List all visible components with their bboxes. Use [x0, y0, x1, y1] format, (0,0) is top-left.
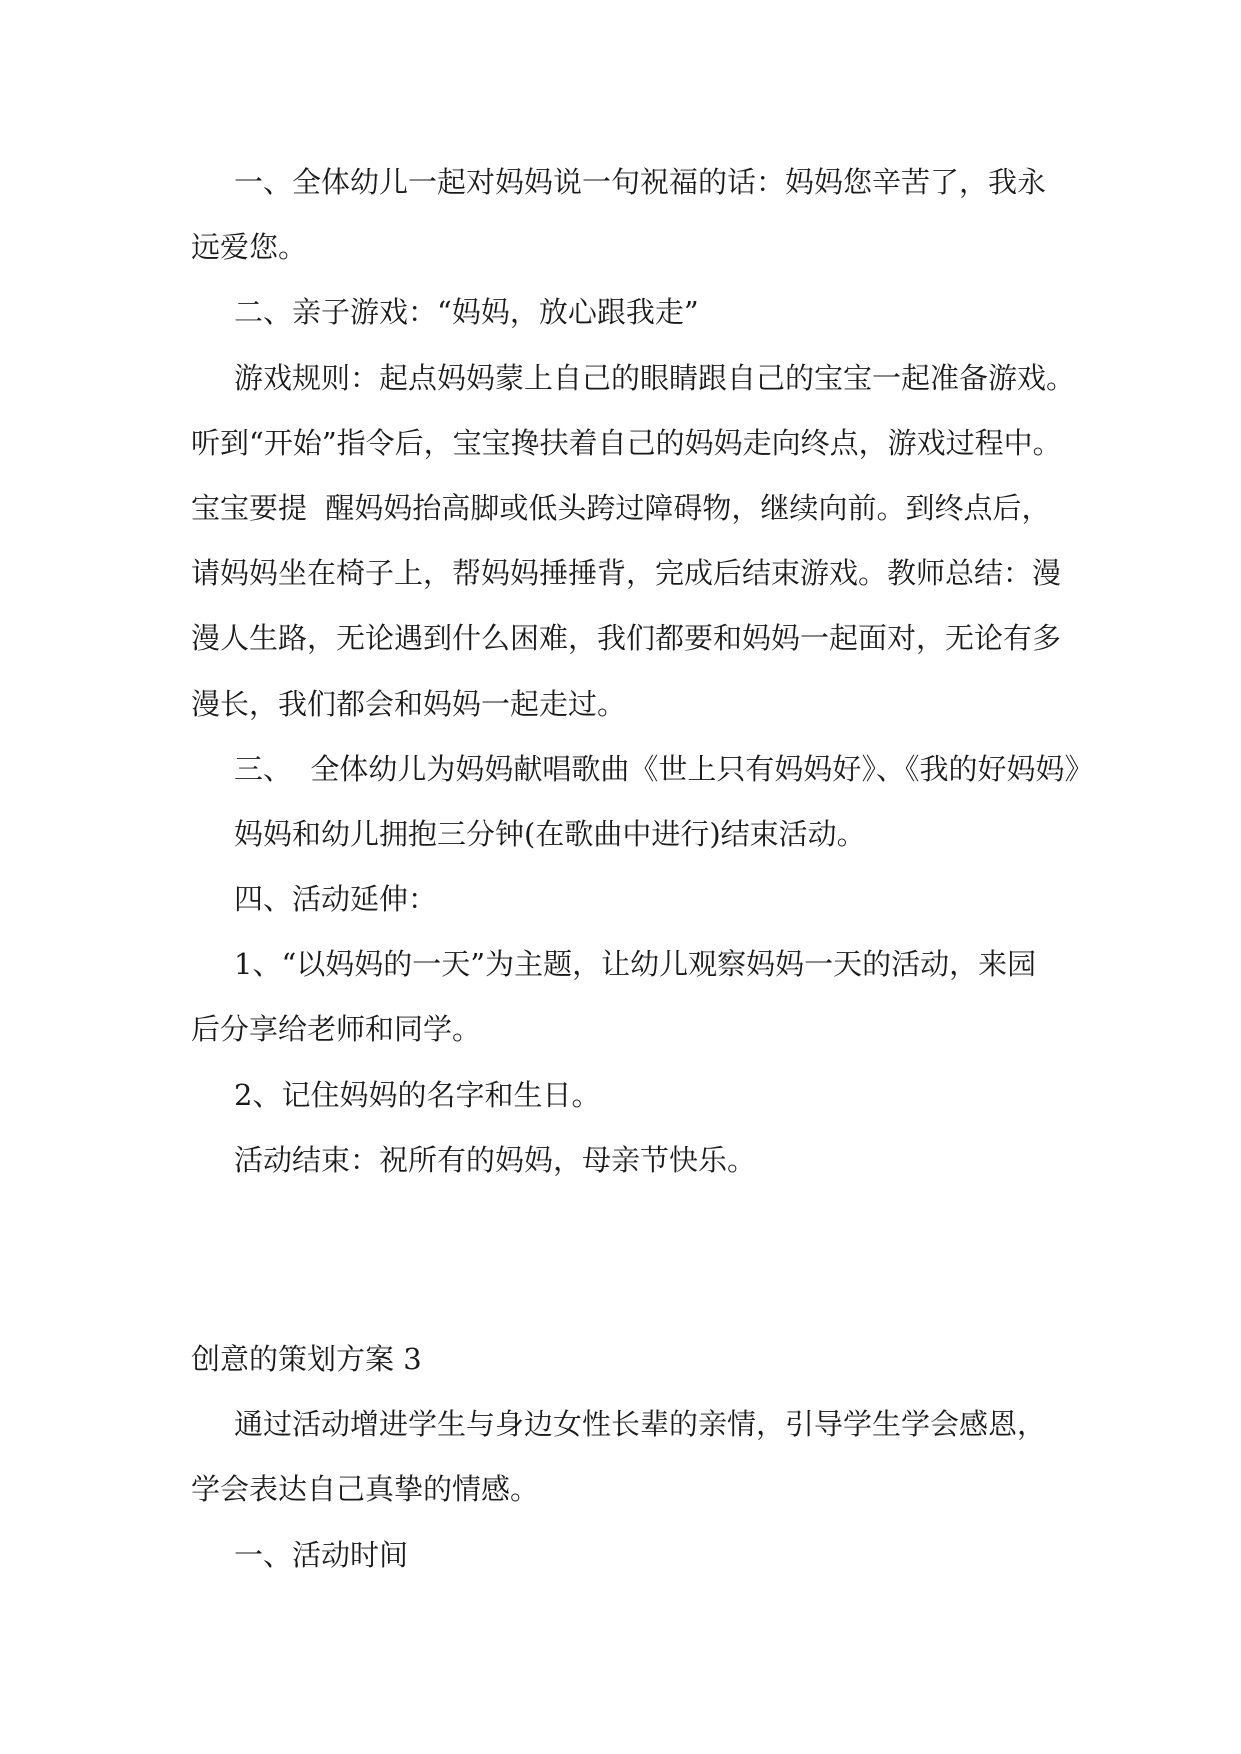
section-heading: 创意的策划方案 3 [191, 1342, 422, 1376]
text-line: 学会表达自己真挚的情感。 [191, 1472, 540, 1507]
paragraph [191, 346, 1091, 737]
paragraph [191, 1063, 1091, 1128]
paragraph [191, 737, 1094, 802]
paragraph [191, 1523, 1091, 1588]
text-line: 远爱您。 [191, 230, 308, 265]
text-line: 二、亲子游戏：“妈妈，放心跟我走” [234, 295, 699, 330]
section-spacer [191, 1193, 1091, 1327]
text-line: 后分享给老师和同学。 [191, 1012, 482, 1047]
paragraph [191, 802, 1091, 867]
text-line: 一、活动时间 [234, 1537, 409, 1572]
text-line: 三、 全体幼儿为妈妈献唱歌曲《世上只有妈妈好》、《我的好妈妈》 [234, 751, 1094, 786]
text-line: 漫人生路，无论遇到什么困难，我们都要和妈妈一起面对，无论有多 [191, 621, 1062, 656]
text-line: 1、“以妈妈的一天”为主题，让幼儿观察妈妈一天的活动，来园 [234, 947, 1037, 982]
text-line: 通过活动增进学生与身边女性长辈的亲情，引导学生学会感恩， [234, 1407, 1047, 1442]
text-line: 请妈妈坐在椅子上，帮妈妈捶捶背，完成后结束游戏。教师总结：漫 [191, 556, 1062, 591]
paragraph [191, 1392, 1091, 1522]
paragraph [191, 280, 1091, 345]
text-line: 2、记住妈妈的名字和生日。 [234, 1077, 601, 1112]
text-line: 一、全体幼儿一起对妈妈说一句祝福的话：妈妈您辛苦了，我永 [234, 165, 1047, 199]
paragraph [191, 867, 1091, 932]
text-line: 妈妈和幼儿拥抱三分钟(在歌曲中进行)结束活动。 [234, 816, 866, 851]
paragraph [191, 150, 1091, 280]
text-line: 漫长，我们都会和妈妈一起走过。 [191, 686, 627, 721]
text-line: 四、活动延伸： [234, 882, 438, 917]
paragraph [191, 1128, 1091, 1193]
document-body [191, 150, 1094, 1588]
paragraph [191, 932, 1091, 1062]
text-line: 游戏规则：起点妈妈蒙上自己的眼睛跟自己的宝宝一起准备游戏。 [234, 360, 1076, 395]
text-line: 听到“开始”指令后，宝宝搀扶着自己的妈妈走向终点，游戏过程中。 [191, 425, 1062, 460]
text-line: 活动结束：祝所有的妈妈，母亲节快乐。 [234, 1142, 757, 1177]
text-line: 宝宝要提 醒妈妈抬高脚或低头跨过障碍物，继续向前。到终点后， [191, 490, 1051, 525]
